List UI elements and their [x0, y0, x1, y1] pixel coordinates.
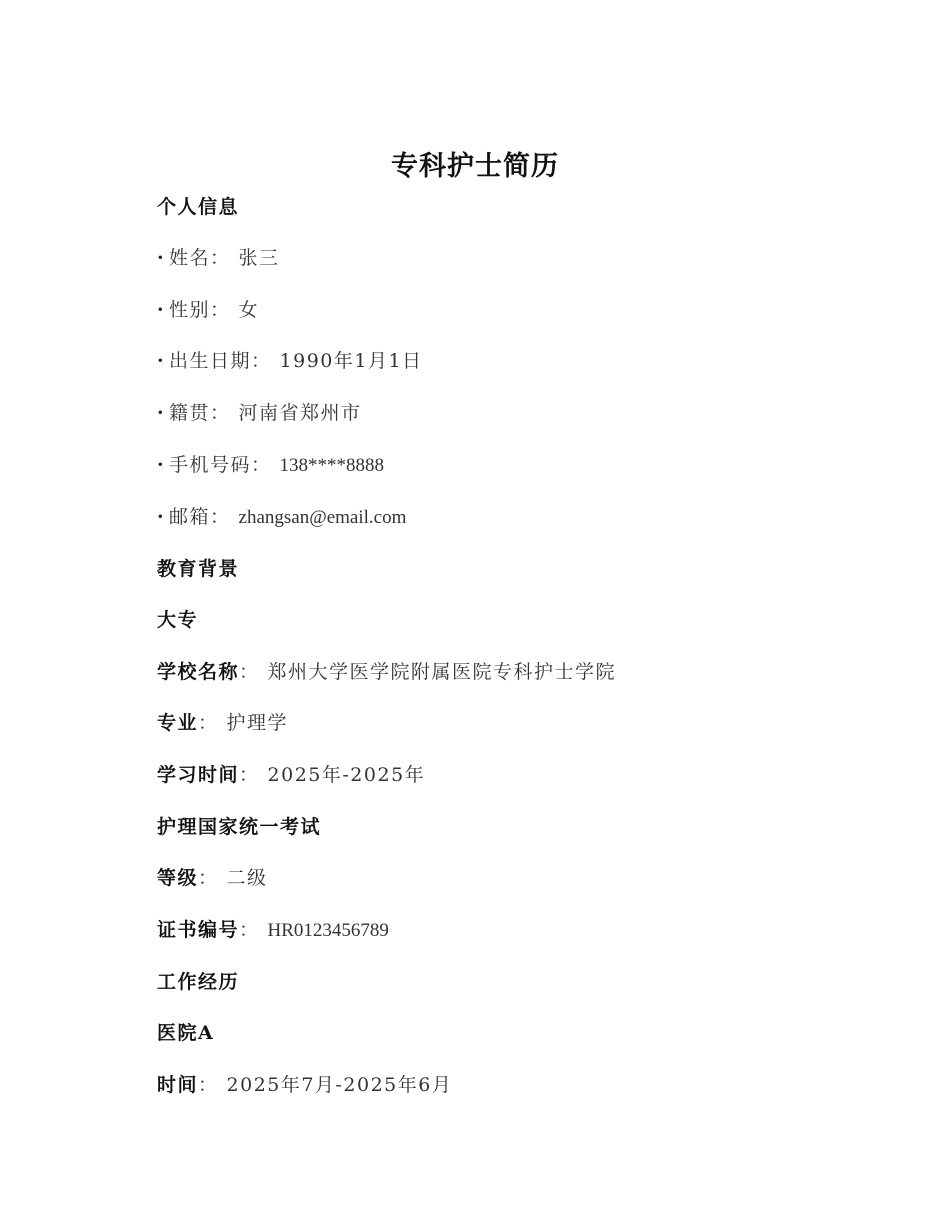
bullet-icon: ·: [157, 299, 166, 321]
section-heading-exam: 护理国家统一考试: [157, 816, 322, 838]
field-value: 1990年1月1日: [279, 350, 423, 372]
field-value: 郑州大学医学院附属医院专科护士学院: [267, 661, 617, 683]
field-study-period: 学习时间： 2025年-2025年: [157, 764, 426, 786]
field-value: 女: [238, 299, 260, 321]
field-value: HR0123456789: [267, 920, 389, 941]
work-hospital: 医院A: [157, 1022, 215, 1044]
bullet-icon: ·: [157, 506, 166, 528]
field-label: 邮箱: [169, 506, 211, 528]
field-value: 138****8888: [279, 455, 385, 476]
field-school: 学校名称： 郑州大学医学院附属医院专科护士学院: [157, 661, 617, 683]
bullet-icon: ·: [157, 454, 166, 476]
field-label: 专业: [157, 712, 199, 734]
field-label: 学习时间: [157, 764, 240, 786]
field-label: 时间: [157, 1074, 199, 1096]
field-value: 张三: [238, 247, 280, 269]
field-label: 性别: [169, 299, 211, 321]
field-phone: · 手机号码： 138****8888: [157, 454, 385, 476]
field-birthdate: · 出生日期： 1990年1月1日: [157, 350, 423, 372]
field-value: zhangsan@email.com: [238, 507, 407, 528]
field-name: · 姓名： 张三: [157, 247, 280, 269]
field-value: 2025年-2025年: [267, 764, 426, 786]
bullet-icon: ·: [157, 350, 166, 372]
field-certificate: 证书编号： HR0123456789: [157, 919, 389, 941]
field-label: 等级: [157, 867, 199, 889]
field-gender: · 性别： 女: [157, 299, 260, 321]
field-major: 专业： 护理学: [157, 712, 289, 734]
field-label: 姓名: [169, 247, 211, 269]
section-heading-work: 工作经历: [157, 971, 240, 993]
field-hometown: · 籍贯： 河南省郑州市: [157, 402, 362, 424]
section-heading-personal: 个人信息: [157, 196, 240, 218]
bullet-icon: ·: [157, 247, 166, 269]
education-degree: 大专: [157, 609, 199, 631]
field-label: 籍贯: [169, 402, 211, 424]
field-email: · 邮箱： zhangsan@email.com: [157, 506, 407, 528]
bullet-icon: ·: [157, 402, 166, 424]
field-value: 二级: [226, 867, 268, 889]
field-level: 等级： 二级: [157, 867, 268, 889]
resume-title: 专科护士简历: [391, 151, 559, 182]
field-label: 学校名称: [157, 661, 240, 683]
field-value: 护理学: [226, 712, 289, 734]
field-value: 河南省郑州市: [238, 402, 362, 424]
section-heading-education: 教育背景: [157, 558, 240, 580]
field-label: 出生日期: [169, 350, 252, 372]
field-work-time: 时间： 2025年7月-2025年6月: [157, 1074, 453, 1096]
field-value: 2025年7月-2025年6月: [226, 1074, 453, 1096]
field-label: 手机号码: [169, 454, 252, 476]
field-label: 证书编号: [157, 919, 240, 941]
